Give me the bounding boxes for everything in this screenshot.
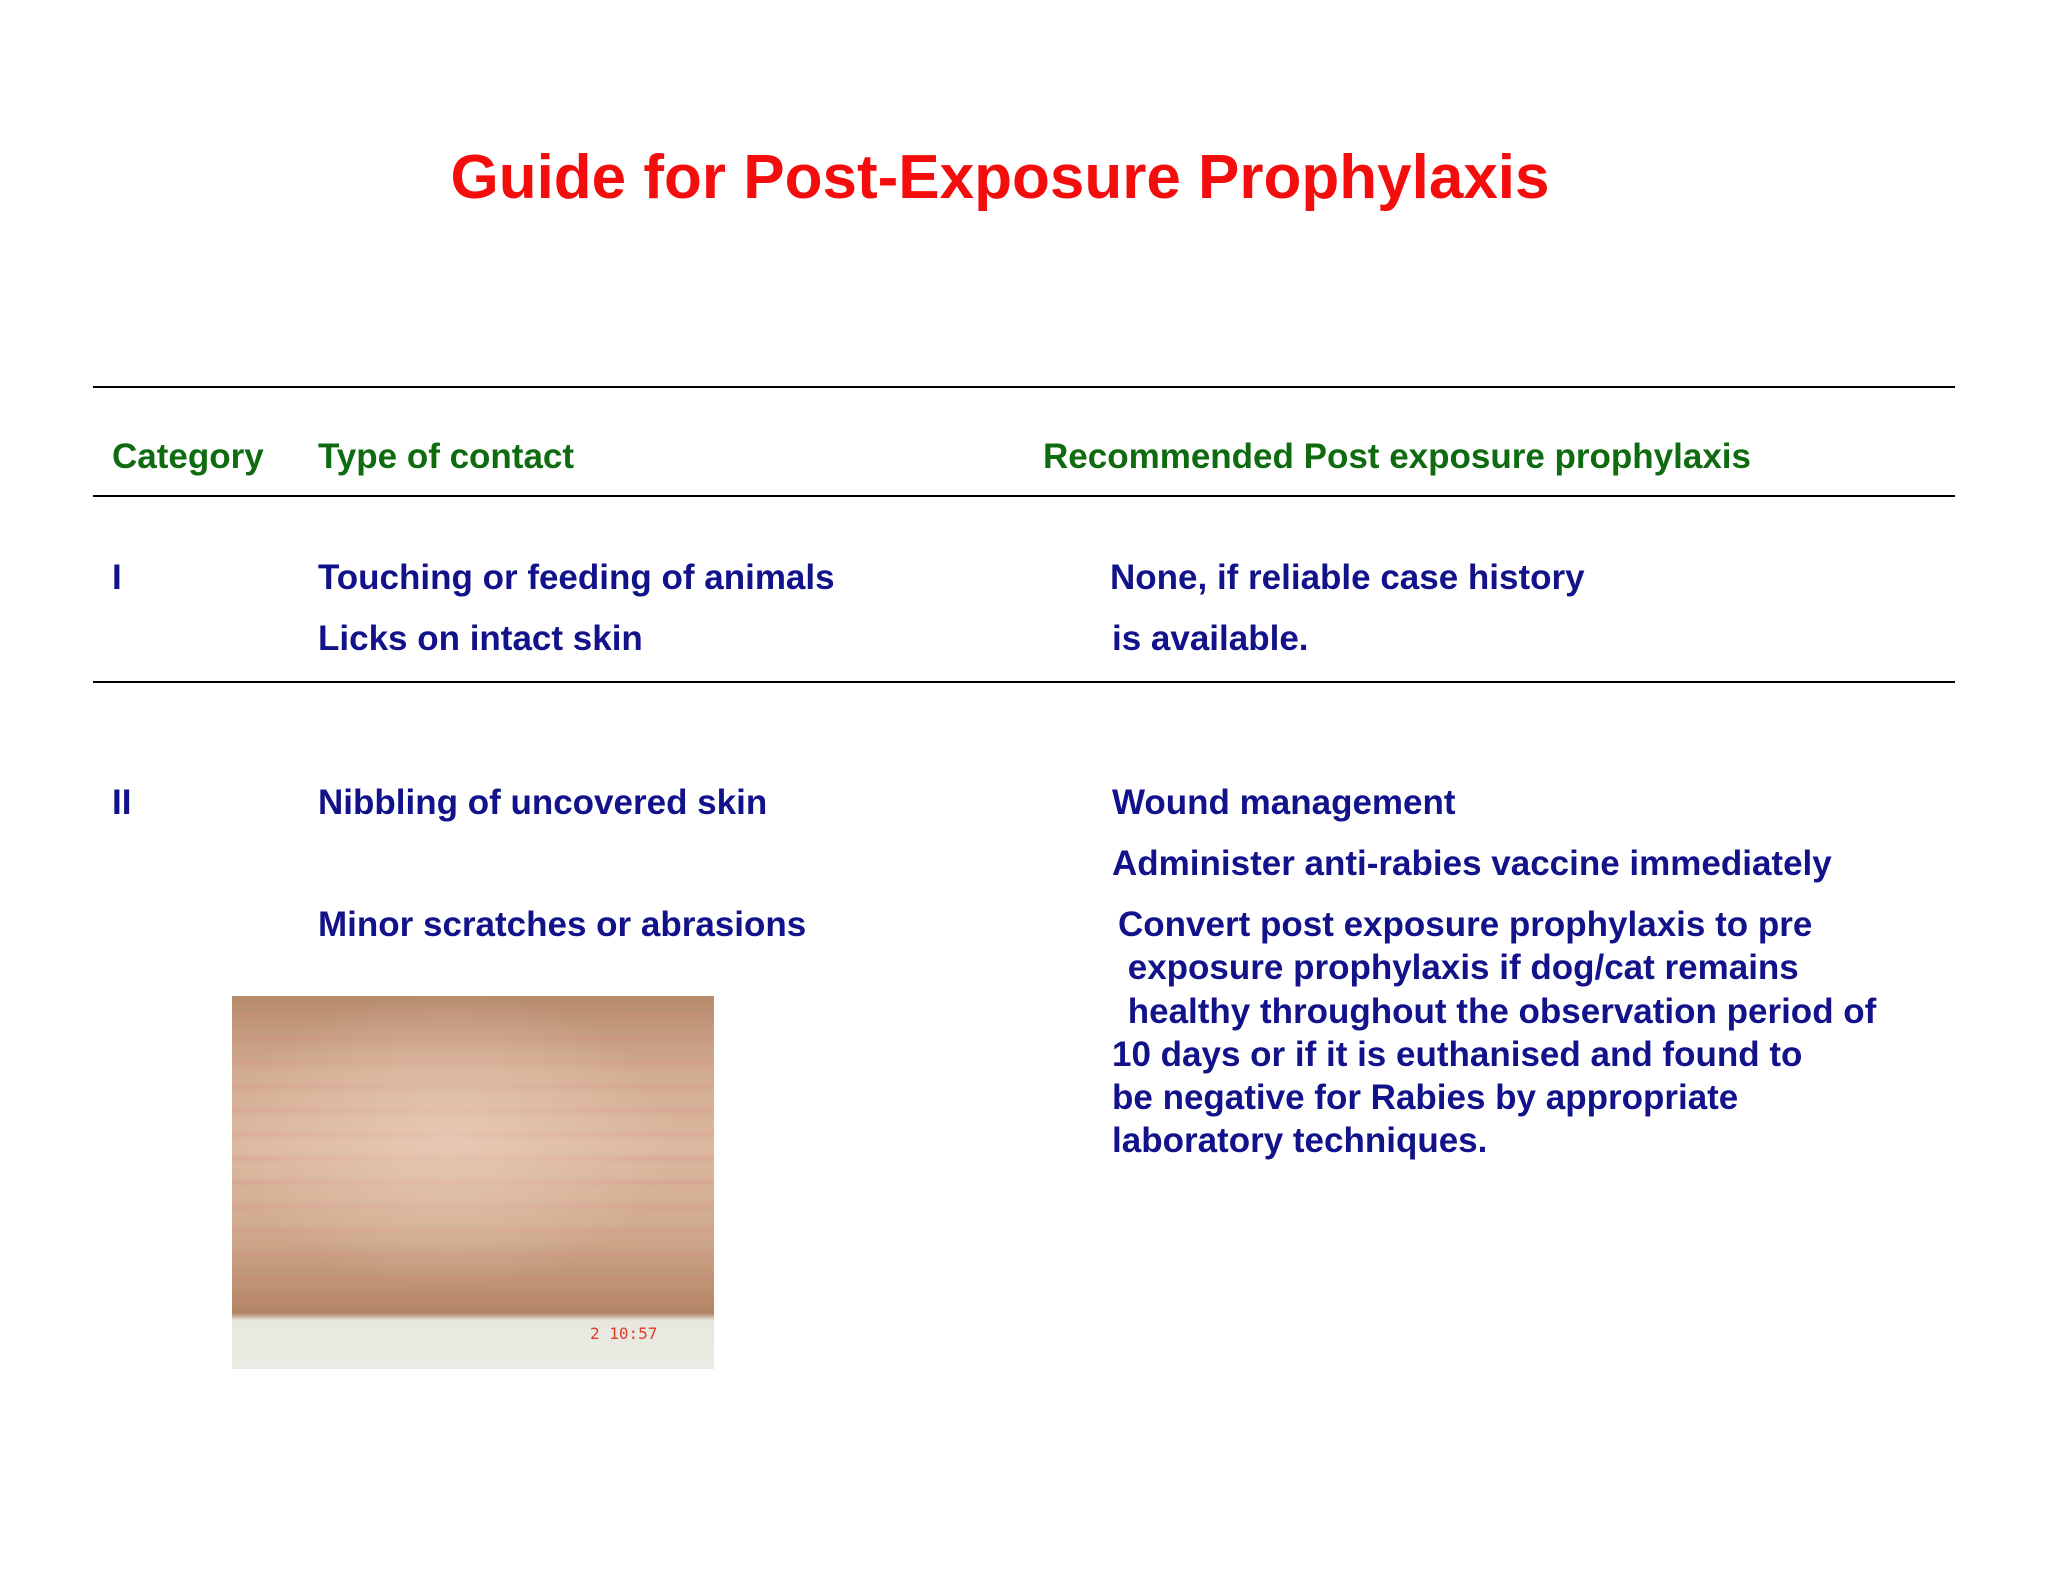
- contact-cell: Touching or feeding of animals: [318, 558, 835, 597]
- header-recommended: Recommended Post exposure prophylaxis: [1043, 437, 1751, 476]
- row-divider-rule: [93, 681, 1955, 683]
- paragraph-line: Convert post exposure prophylaxis to pre: [1118, 905, 1813, 944]
- header-type-of-contact: Type of contact: [318, 437, 575, 476]
- contact-cell: Nibbling of uncovered skin: [318, 783, 768, 822]
- paragraph-line: 10 days or if it is euthanised and found to: [1112, 1034, 1803, 1074]
- paragraph-line: be negative for Rabies by appropriate: [1112, 1078, 1739, 1118]
- header-bottom-rule: [93, 495, 1955, 497]
- paragraph-line: healthy throughout the observation period of: [1118, 991, 1877, 1031]
- paragraph-line: exposure prophylaxis if dog/cat remains: [1118, 948, 1799, 988]
- paragraph-line: laboratory techniques.: [1112, 1121, 1488, 1161]
- page-title: Guide for Post-Exposure Prophylaxis: [450, 143, 1550, 212]
- recommendation-paragraph: [1112, 903, 1876, 1163]
- contact-cell: Licks on intact skin: [318, 619, 643, 658]
- recommendation-cell: None, if reliable case history: [1110, 558, 1585, 597]
- table-top-rule: [93, 386, 1955, 388]
- recommendation-cell: Wound management: [1112, 783, 1456, 822]
- category-cell: II: [112, 783, 132, 822]
- photo-timestamp: 2 10:57: [590, 1324, 658, 1343]
- abrasion-photo: [232, 996, 714, 1369]
- photo-skin-highlight: [232, 996, 714, 1313]
- category-cell: I: [112, 558, 122, 597]
- recommendation-cell: Administer anti-rabies vaccine immediately: [1112, 844, 1832, 883]
- header-category: Category: [112, 437, 264, 476]
- recommendation-cell: is available.: [1112, 619, 1309, 658]
- contact-cell: Minor scratches or abrasions: [318, 905, 807, 944]
